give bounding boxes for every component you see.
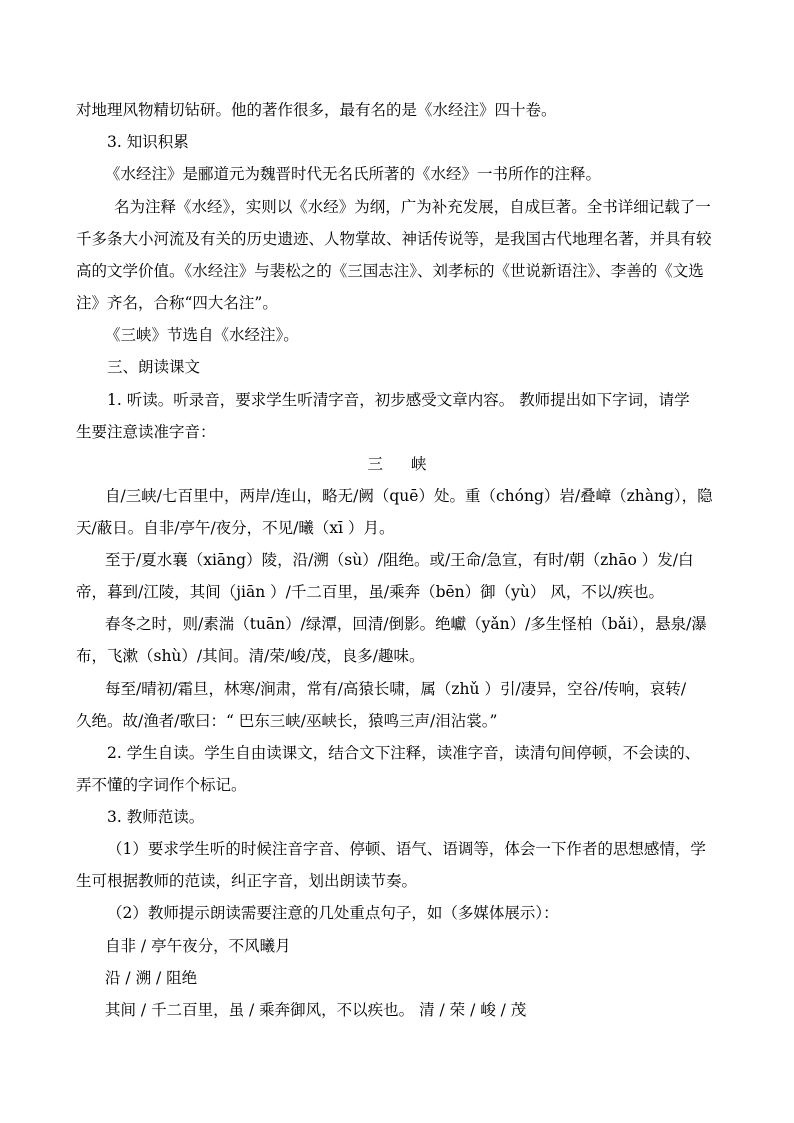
section-heading: 3. 教师范读。 <box>107 808 205 826</box>
poem-line: 久绝。故/渔者/歌曰：“ 巴东三峡/巫峡长，猿鸣三声/泪沾裳。” <box>76 712 498 730</box>
text-line: 2. 学生自读。学生自由读课文，结合文下注释，读准字音，读清句间停顿，不会读的、 <box>107 744 701 762</box>
text-line: 《三峡》节选自《水经注》。 <box>105 326 299 344</box>
text-line: 对地理风物精切钻研。他的著作很多，最有名的是《水经注》四十卷。 <box>76 101 557 119</box>
section-heading: 3. 知识积累 <box>107 133 189 151</box>
text-line: 《水经注》是郦道元为魏晋时代无名氏所著的《水经》一书所作的注释。 <box>105 165 602 183</box>
text-line: （1）要求学生听的时候注音字音、停顿、语气、语调等，体会一下作者的思想感情，学 <box>107 840 706 858</box>
poem-line: 自/三峡/七百里中，两岸/连山，略无/阙（quē）处。重（chóng）岩/叠嶂（zhàng），隐 <box>105 487 713 505</box>
poem-line: 布，飞漱（shù）/其间。清/荣/峻/茂，良多/趣味。 <box>76 647 425 665</box>
text-line: 名为注释《水经》，实则以《水经》为纲，广为补充发展，自成巨著。全书详细记载了一 <box>114 198 711 216</box>
poem-title-char: 三 <box>367 455 383 473</box>
example-line: 沿 / 溯 / 阻绝 <box>105 969 198 987</box>
text-line: 注》齐名，合称“四大名注”。 <box>76 294 278 312</box>
poem-line: 帝，暮到/江陵，其间（jiān ）/千二百里，虽/乘奔（bēn）御（yù） 风，不以/疾也。 <box>76 583 665 601</box>
text-line: 千多条大小河流及有关的历史遗迹、人物掌故、神话传说等，是我国古代地理名著，并具有较 <box>76 230 712 248</box>
text-line: 生可根据教师的范读，纠正字音，划出朗读节奏。 <box>76 872 418 890</box>
poem-title-char: 峡 <box>411 455 427 473</box>
example-line: 自非 / 亭午夜分，不风曦月 <box>105 937 291 955</box>
text-line: 生要注意读准字音： <box>76 423 216 441</box>
poem-line: 春冬之时，则/素湍（tuān）/绿潭，回清/倒影。绝巘（yǎn）/多生怪柏（bǎi），悬泉/瀑 <box>105 615 707 633</box>
poem-line: 至于/夏水襄（xiāng）陵，沿/溯（sù）/阻绝。或/王命/急宣，有时/朝（zhāo ）发/白 <box>105 551 694 569</box>
poem-line: 每至/晴初/霜旦，林寒/涧肃，常有/高猿长啸，属（zhǔ ）引/凄异，空谷/传响，哀转/ <box>105 680 687 698</box>
text-line: 高的文学价值。《水经注》与裴松之的《三国志注》、刘孝标的《世说新语注》、李善的《文选 <box>76 262 704 280</box>
poem-title <box>0 450 794 478</box>
text-line: 弄不懂的字词作个标记。 <box>76 776 247 794</box>
example-line: 其间 / 千二百里，虽 / 乘奔御风，不以疾也。 清 / 荣 / 峻 / 茂 <box>105 1001 527 1019</box>
section-heading: 三、朗读课文 <box>107 358 201 376</box>
text-line: 1. 听读。听录音，要求学生听清字音，初步感受文章内容。 教师提出如下字词，请学 <box>107 391 690 409</box>
text-line: （2）教师提示朗读需要注意的几处重点句子，如（多媒体展示）： <box>107 904 559 922</box>
poem-line: 天/蔽日。自非/亭午/夜分，不见/曦（xī ）月。 <box>76 519 395 537</box>
